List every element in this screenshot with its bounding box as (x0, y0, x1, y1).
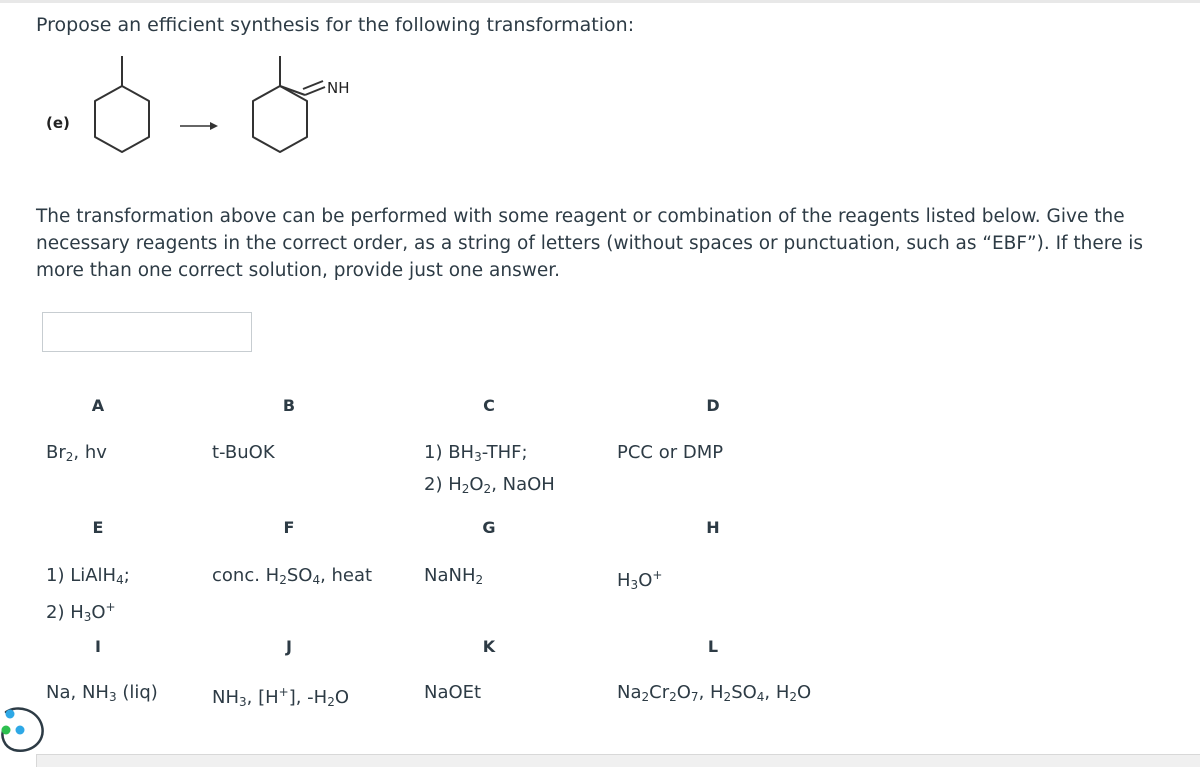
reagent-letter-i: I (95, 637, 101, 656)
reagent-f: conc. $H_2SO_4$, heat (212, 565, 373, 587)
reagent-letter-g: G (482, 518, 496, 537)
reagent-letter-k: K (482, 637, 496, 656)
reagent-letter-l: L (707, 637, 719, 656)
reagent-g: NaNH$_2$ (424, 565, 484, 587)
reagent-j: $NH_3$, [H+], $-H_2O$ (212, 685, 350, 709)
reagent-a: $Br_2$, hv (46, 442, 107, 464)
product-structure (253, 56, 325, 152)
reagent-letter-f: F (283, 518, 295, 537)
bottom-panel-edge (36, 754, 1200, 767)
reagent-b: t-BuOK (212, 442, 275, 463)
reagent-letter-d: D (706, 396, 720, 415)
reagent-k: NaOEt (424, 682, 482, 703)
instructions-text: The transformation above can be performed with some reagent or combination of the reagents listed below. Give the necessary reagents in the correct order, as a string of letters (without spaces or punctuation, such as “EBF”). If there is more than one correct solution, provide just one answer. (36, 206, 1144, 281)
reagent-letter-j: J (286, 637, 292, 656)
reagent-c: 1) $BH_3$-THF; 2) $H_2O_2$, NaOH (424, 442, 555, 496)
reagent-d: PCC or DMP (617, 442, 724, 463)
reagent-h: $H_3O^+$ (617, 568, 663, 592)
reagent-letter-c: C (483, 396, 495, 415)
reactant-structure (95, 56, 149, 152)
reagent-letter-a: A (91, 396, 105, 415)
top-divider (0, 0, 1200, 3)
product-group-label: NH (327, 79, 350, 97)
reagent-letter-e: E (92, 518, 104, 537)
part-label: (e) (46, 114, 70, 132)
question-text: Propose an efficient synthesis for the following transformation: (36, 14, 635, 36)
reagent-l: $Na_2Cr_2O_7$, $H_2SO_4$, $H_2O$ (617, 682, 812, 704)
cookie-widget-icon[interactable] (0, 700, 48, 760)
answer-input[interactable] (42, 312, 252, 352)
reagent-e: 1) LiAlH$_4$; 2) $H_3O^+$ (46, 565, 130, 624)
reagent-letter-h: H (706, 518, 720, 537)
reagent-i: Na, $NH_3$ (liq) (46, 682, 158, 704)
reaction-scheme (0, 40, 420, 170)
reagent-letter-b: B (282, 396, 296, 415)
reaction-arrow-icon (180, 122, 218, 130)
